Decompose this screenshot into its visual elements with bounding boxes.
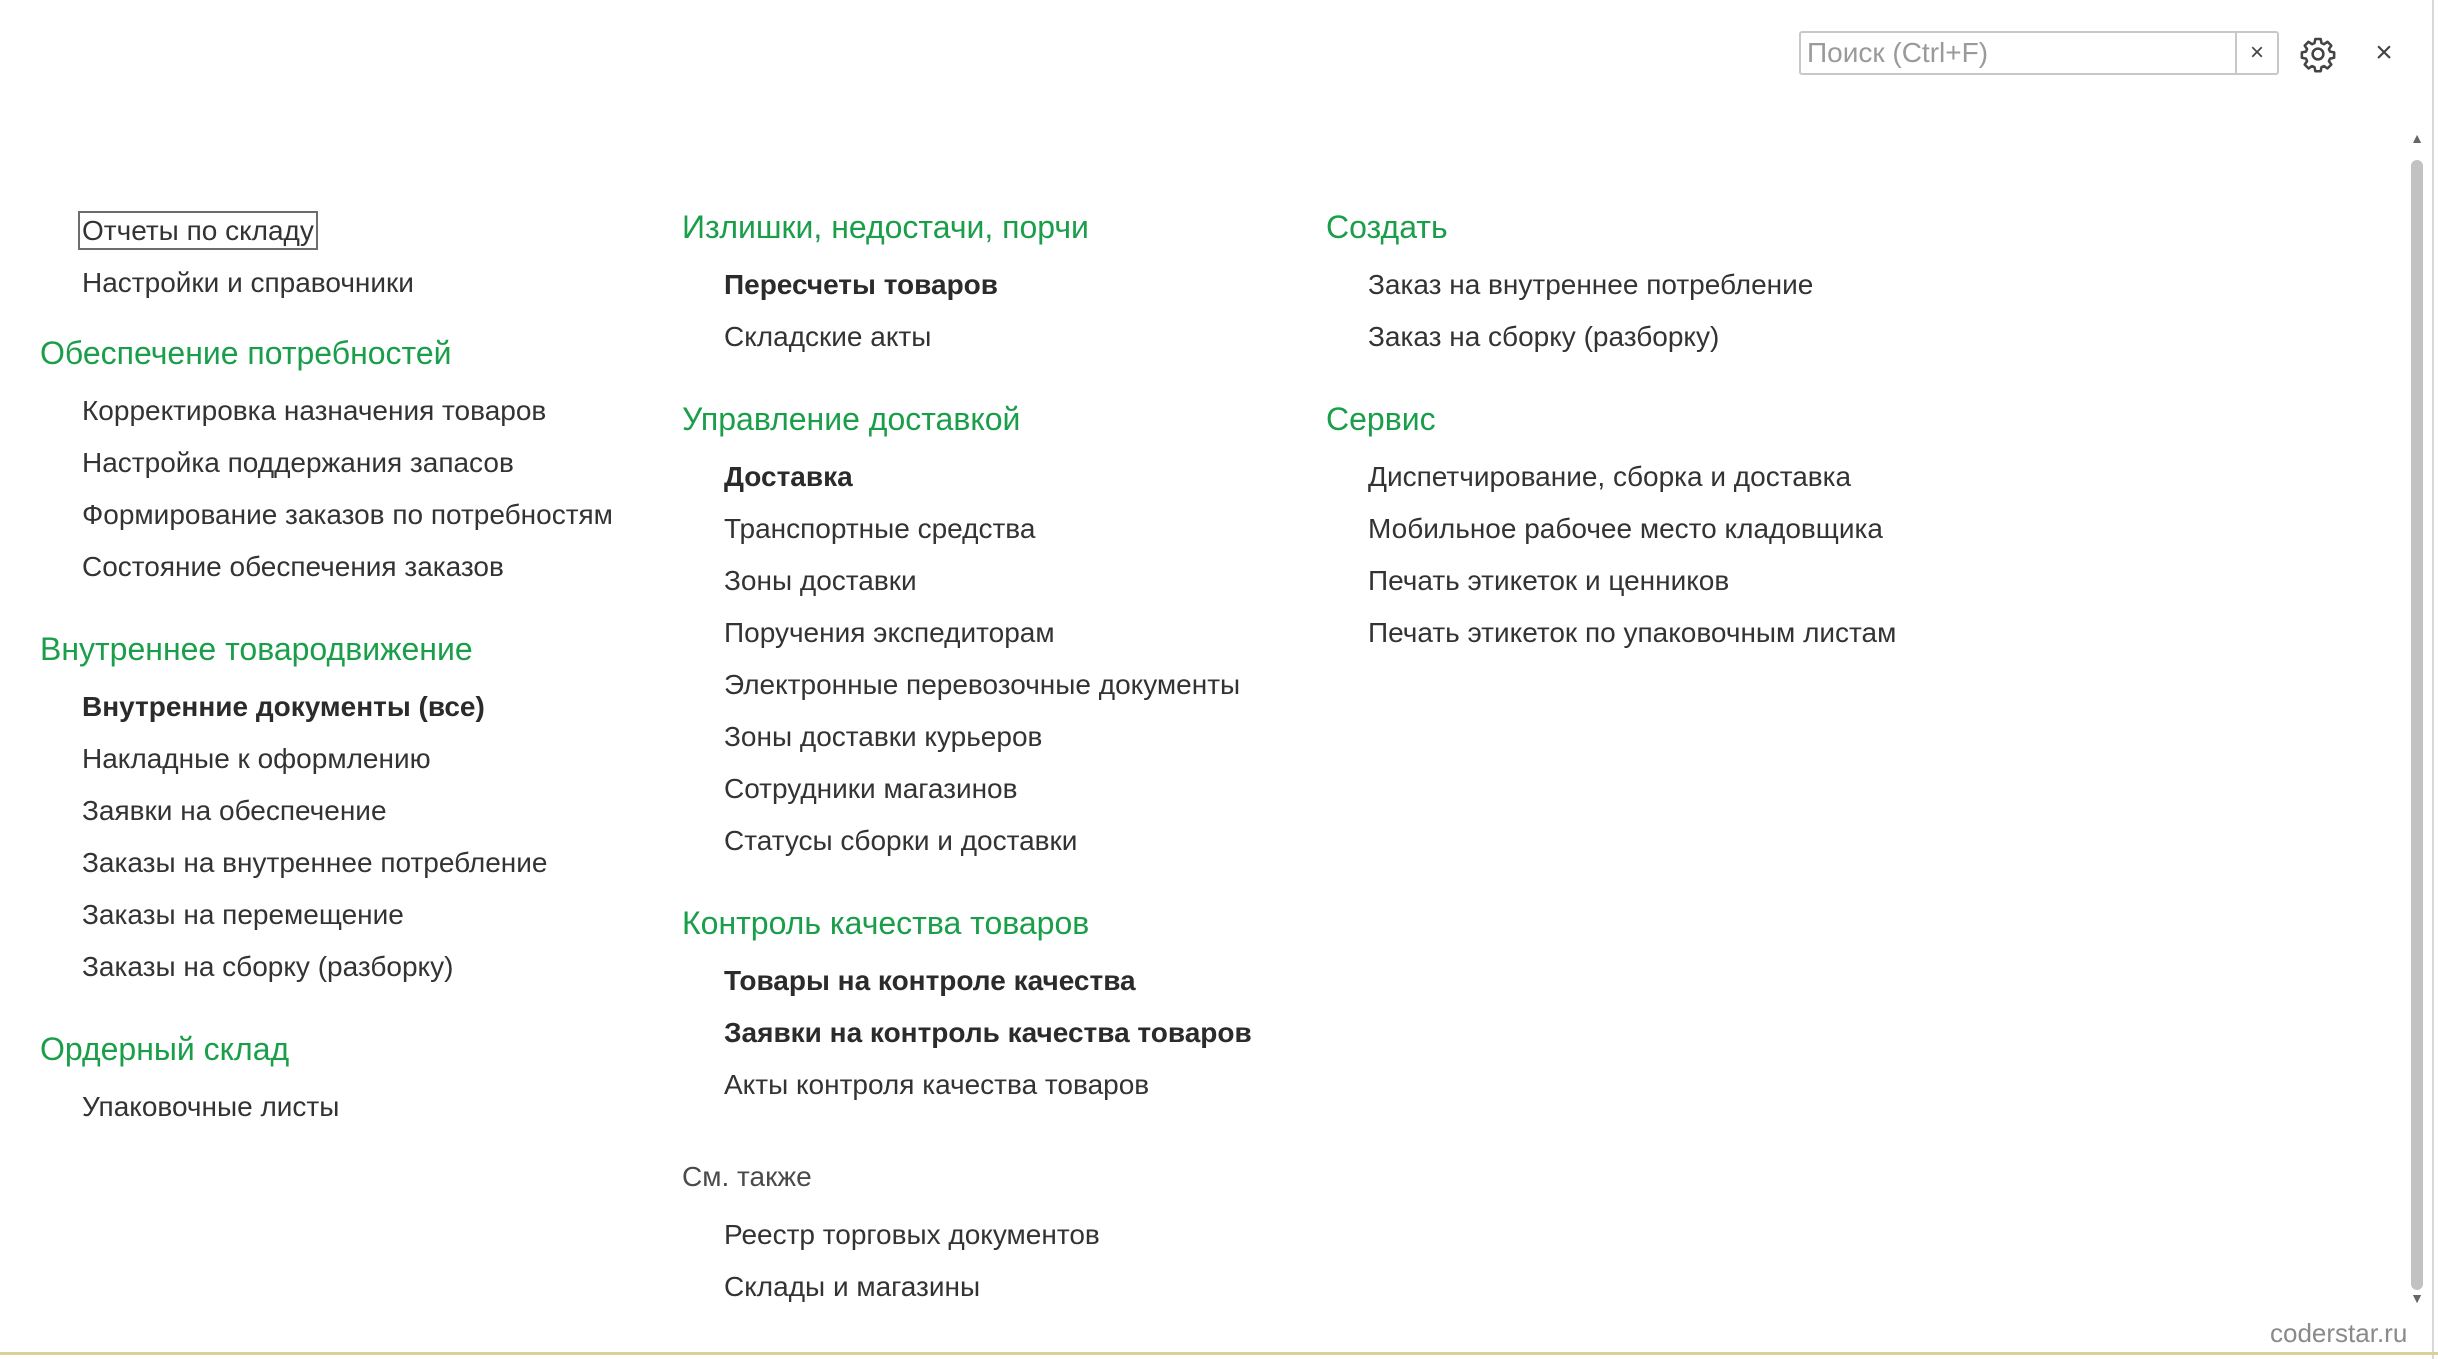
scroll-thumb[interactable] [2411,160,2423,1290]
watermark: coderstar.ru [2270,1318,2408,1348]
link-item[interactable]: Доставка [724,461,853,492]
link-settings-references[interactable]: Настройки и справочники [82,267,414,298]
section-order-warehouse [40,1027,640,1133]
link-item[interactable]: Зоны доставки курьеров [724,721,1043,752]
search-field[interactable] [1799,31,2279,75]
column-2 [682,205,1322,1313]
link-item[interactable]: Заказы на внутреннее потребление [82,847,548,878]
link-item[interactable]: Заказ на внутреннее потребление [1368,269,1814,300]
link-item[interactable]: Печать этикеток и ценников [1368,565,1730,596]
scroll-up-icon[interactable]: ▲ [2410,130,2424,146]
link-item[interactable]: Транспортные средства [724,513,1036,544]
clear-search-button[interactable] [2235,33,2277,73]
section-title: Обеспечение потребностей [40,335,452,371]
link-item[interactable]: Упаковочные листы [82,1091,340,1122]
link-item[interactable]: Состояние обеспечения заказов [82,551,504,582]
link-item[interactable]: Внутренние документы (все) [82,691,485,722]
link-item[interactable]: Заявки на контроль качества товаров [724,1017,1252,1048]
section-delivery-management [682,397,1322,867]
link-item[interactable]: Накладные к оформлению [82,743,431,774]
section-title: Управление доставкой [682,401,1021,437]
search-input[interactable] [1801,33,2235,73]
section-title: Излишки, недостачи, порчи [682,209,1089,245]
section-title: Контроль качества товаров [682,905,1090,941]
top-links [40,205,640,309]
link-item[interactable]: Складские акты [724,321,932,352]
column-1 [40,205,640,1133]
link-item[interactable]: Заказы на сборку (разборку) [82,951,454,982]
link-item[interactable]: Склады и магазины [724,1271,981,1302]
section-surplus-shortage [682,205,1322,363]
section-create [1326,205,2026,363]
section-needs-provision [40,331,640,593]
window-border [0,1352,2438,1355]
section-title: Внутреннее товародвижение [40,631,473,667]
link-item[interactable]: Настройка поддержания запасов [82,447,514,478]
link-item[interactable]: Пересчеты товаров [724,269,998,300]
section-service [1326,397,2026,659]
close-icon: × [2375,36,2393,69]
close-button[interactable] [2367,36,2401,70]
link-item[interactable]: Поручения экспедиторам [724,617,1055,648]
link-item[interactable]: Сотрудники магазинов [724,773,1018,804]
section-title: Ордерный склад [40,1031,290,1067]
link-item[interactable]: Зоны доставки [724,565,917,596]
link-item[interactable]: Товары на контроле качества [724,965,1136,996]
window-border [2432,0,2434,1359]
link-item[interactable]: Акты контроля качества товаров [724,1069,1150,1100]
section-see-also [682,1155,1322,1313]
vertical-scrollbar[interactable] [2408,128,2426,1308]
scroll-down-icon[interactable]: ▼ [2410,1290,2424,1306]
section-internal-movement [40,627,640,993]
link-item[interactable]: Печать этикеток по упаковочным листам [1368,617,1897,648]
link-item[interactable]: Реестр торговых документов [724,1219,1100,1250]
link-item[interactable]: Корректировка назначения товаров [82,395,547,426]
section-title: Создать [1326,209,1448,245]
link-item[interactable]: Заказ на сборку (разборку) [1368,321,1720,352]
gear-icon[interactable] [2299,35,2337,73]
column-3 [1326,205,2026,659]
link-item[interactable]: Формирование заказов по потребностям [82,499,613,530]
close-icon: × [2249,39,2264,66]
link-item[interactable]: Диспетчирование, сборка и доставка [1368,461,1852,492]
section-quality-control [682,901,1322,1111]
link-item[interactable]: Заявки на обеспечение [82,795,387,826]
link-item[interactable]: Заказы на перемещение [82,899,404,930]
link-item[interactable]: Статусы сборки и доставки [724,825,1078,856]
section-title: См. также [682,1161,812,1192]
link-item[interactable]: Электронные перевозочные документы [724,669,1241,700]
link-item[interactable]: Мобильное рабочее место кладовщика [1368,513,1883,544]
section-title: Сервис [1326,401,1436,437]
link-warehouse-reports[interactable]: Отчеты по складу [40,205,640,257]
